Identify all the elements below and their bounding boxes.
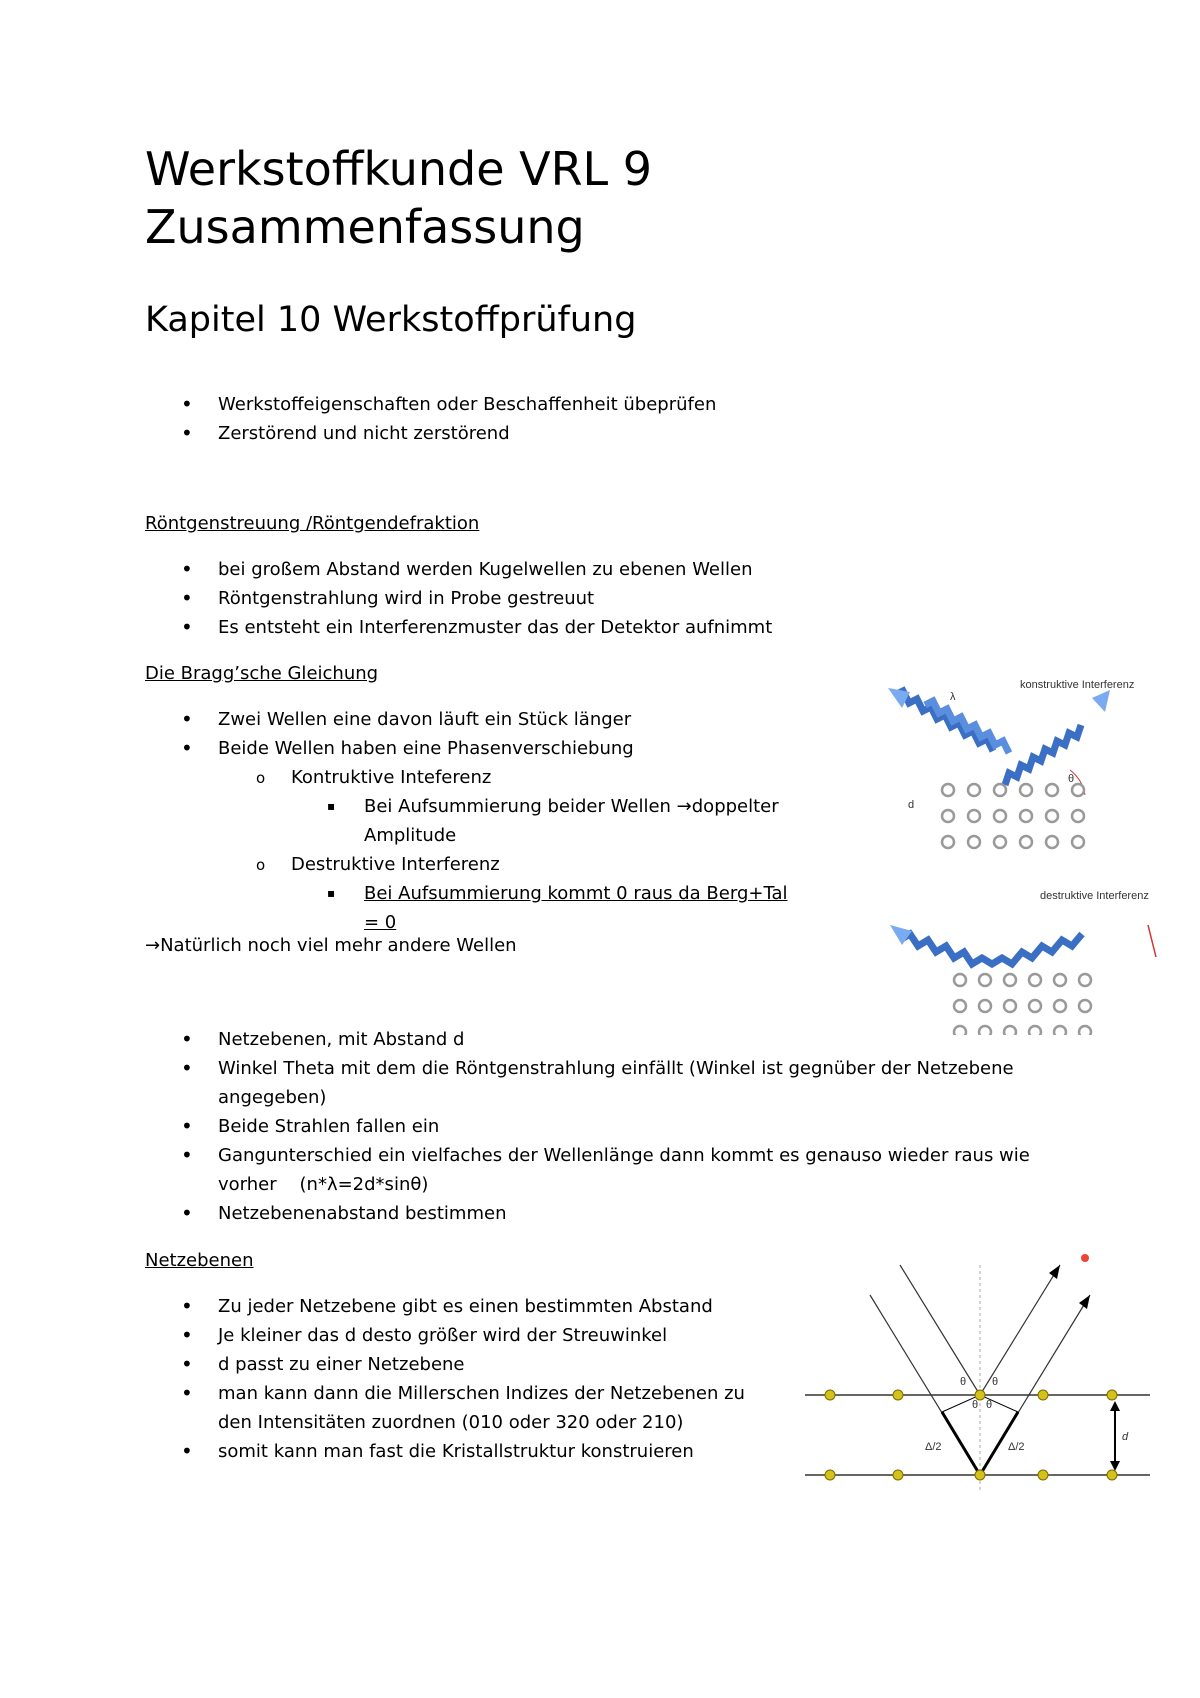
atom-row [825, 1390, 1117, 1480]
atom [968, 810, 980, 822]
detail-text: doppelter Amplitude [364, 796, 779, 846]
intro-list [145, 390, 1045, 448]
list-item: • somit kann man fast die Kristallstruktur konstruieren [145, 1437, 765, 1466]
arrow-out-icon [1092, 690, 1110, 712]
sub-list-item: o Kontruktive Inteferenz [145, 763, 800, 792]
list-item: • Netzebenen, mit Abstand d [145, 1025, 1045, 1054]
atom [1004, 974, 1016, 986]
detail-item [145, 879, 800, 937]
atom [994, 836, 1006, 848]
constructive-label: konstruktive Interferenz [1020, 679, 1135, 691]
theta-label: θ [986, 1399, 993, 1411]
atom [825, 1390, 835, 1400]
atom [942, 784, 954, 796]
incoming-wave-2 [925, 701, 1009, 753]
delta-half-right: Δ/2 [1008, 1441, 1025, 1453]
list-item: • Zerstörend und nicht zerstörend [145, 419, 1045, 448]
atom [1046, 784, 1058, 796]
note-line [145, 931, 517, 960]
atom [1079, 974, 1091, 986]
d-label: d [1122, 1431, 1129, 1443]
atom [975, 1390, 985, 1400]
atom-grid [942, 784, 1084, 848]
lattice-list [145, 1292, 765, 1466]
atom [994, 784, 1006, 796]
list-item: • Es entsteht ein Interferenzmuster das der Detektor aufnimmt [145, 613, 1045, 642]
theta-label: θ [972, 1399, 979, 1411]
incoming-wave [895, 691, 993, 751]
bragg-list-b [145, 1025, 1045, 1228]
atom [1054, 1000, 1066, 1012]
list-item: • Zu jeder Netzebene gibt es einen bestimmten Abstand [145, 1292, 765, 1321]
atom [979, 1000, 991, 1012]
atom [968, 836, 980, 848]
atom [1038, 1470, 1048, 1480]
detail-text: Bei Aufsummierung beider Wellen [364, 796, 677, 817]
list-item: • Winkel Theta mit dem die Röntgenstrahlung einfällt (Winkel ist gegnüber der Netzebene angegeben) [145, 1054, 1045, 1112]
list-item: • Röntgenstrahlung wird in Probe gestreuut [145, 584, 1045, 613]
lambda-label: λ [950, 691, 956, 703]
constructive-interference-figure [880, 670, 1160, 870]
atom [968, 784, 980, 796]
bragg-list [145, 705, 800, 937]
bragg-geometry-figure [800, 1245, 1160, 1490]
atom [1020, 836, 1032, 848]
arrow-in-icon [890, 925, 912, 945]
destructive-wave [900, 934, 1082, 964]
atom [1038, 1390, 1048, 1400]
atom [942, 836, 954, 848]
list-item: • Beide Strahlen fallen ein [145, 1112, 1045, 1141]
detail-text: Bei Aufsummierung kommt 0 raus da Berg+Tal = 0 [364, 883, 788, 933]
atom [1079, 1026, 1091, 1035]
atom [1004, 1026, 1016, 1035]
title-line-2: Zusammenfassung [145, 200, 585, 254]
theta-label: θ [1068, 773, 1075, 785]
atom [979, 974, 991, 986]
sub-list-item: o Destruktive Interferenz [145, 850, 800, 879]
incident-ray-1 [900, 1265, 980, 1395]
chapter-heading: Kapitel 10 Werkstoffprüfung [145, 300, 637, 340]
title-line-1: Werkstoffkunde VRL 9 [145, 142, 653, 196]
atom [942, 810, 954, 822]
atom [1004, 1000, 1016, 1012]
list-item: • Zwei Wellen eine davon läuft ein Stück länger [145, 705, 800, 734]
atom [1054, 974, 1066, 986]
section-heading-bragg: Die Bragg’sche Gleichung [145, 663, 379, 684]
atom [954, 974, 966, 986]
arrow-right-icon: → [145, 935, 161, 956]
note-text: Natürlich noch viel mehr andere Wellen [160, 935, 517, 956]
section-heading-xray: Röntgenstreuung /Röntgendefraktion [145, 513, 480, 534]
section-heading-lattice: Netzebenen [145, 1250, 254, 1271]
atom [954, 1000, 966, 1012]
list-item: • Gangunterschied ein vielfaches der Wellenlänge dann kommt es genauso wieder raus wie vorher (n*λ=2d*sinθ) [145, 1141, 1045, 1199]
atom-grid [954, 974, 1091, 1035]
atom [1029, 1000, 1041, 1012]
d-label: d [908, 799, 915, 811]
atom [1072, 810, 1084, 822]
document-title [145, 140, 652, 256]
list-item: • man kann dann die Millerschen Indizes der Netzebenen zu den Intensitäten zuordnen (010 oder 320 oder 210) [145, 1379, 765, 1437]
atom [893, 1470, 903, 1480]
theta-label: θ [960, 1376, 967, 1388]
atom [825, 1470, 835, 1480]
delta-half-left: Δ/2 [925, 1441, 942, 1453]
theta-label: θ [992, 1376, 999, 1388]
atom [1029, 974, 1041, 986]
atom [893, 1390, 903, 1400]
atom [1107, 1390, 1117, 1400]
list-item: • Je kleiner das d desto größer wird der Streuwinkel [145, 1321, 765, 1350]
list-item: • d passt zu einer Netzebene [145, 1350, 765, 1379]
atom [1020, 784, 1032, 796]
atom [1072, 784, 1084, 796]
list-item: • Werkstoffeigenschaften oder Beschaffenheit übeprüfen [145, 390, 1045, 419]
destructive-label: destruktive Interferenz [1040, 890, 1149, 902]
xray-list [145, 555, 1045, 642]
atom [1046, 810, 1058, 822]
list-item: • Beide Wellen haben eine Phasenverschiebung [145, 734, 800, 763]
destructive-interference-figure [880, 885, 1170, 1035]
list-item: • Netzebenenabstand bestimmen [145, 1199, 1045, 1228]
atom [1054, 1026, 1066, 1035]
atom [1107, 1470, 1117, 1480]
atom [1079, 1000, 1091, 1012]
atom [1029, 1026, 1041, 1035]
atom [954, 1026, 966, 1035]
atom [1046, 836, 1058, 848]
atom [1072, 836, 1084, 848]
path-difference-left [942, 1412, 980, 1475]
detail-item [145, 792, 784, 850]
red-dot [1081, 1254, 1089, 1262]
list-item: • bei großem Abstand werden Kugelwellen zu ebenen Wellen [145, 555, 1045, 584]
atom [975, 1470, 985, 1480]
arrow-right-icon: → [676, 796, 692, 817]
atom [994, 810, 1006, 822]
atom [979, 1026, 991, 1035]
atom [1020, 810, 1032, 822]
